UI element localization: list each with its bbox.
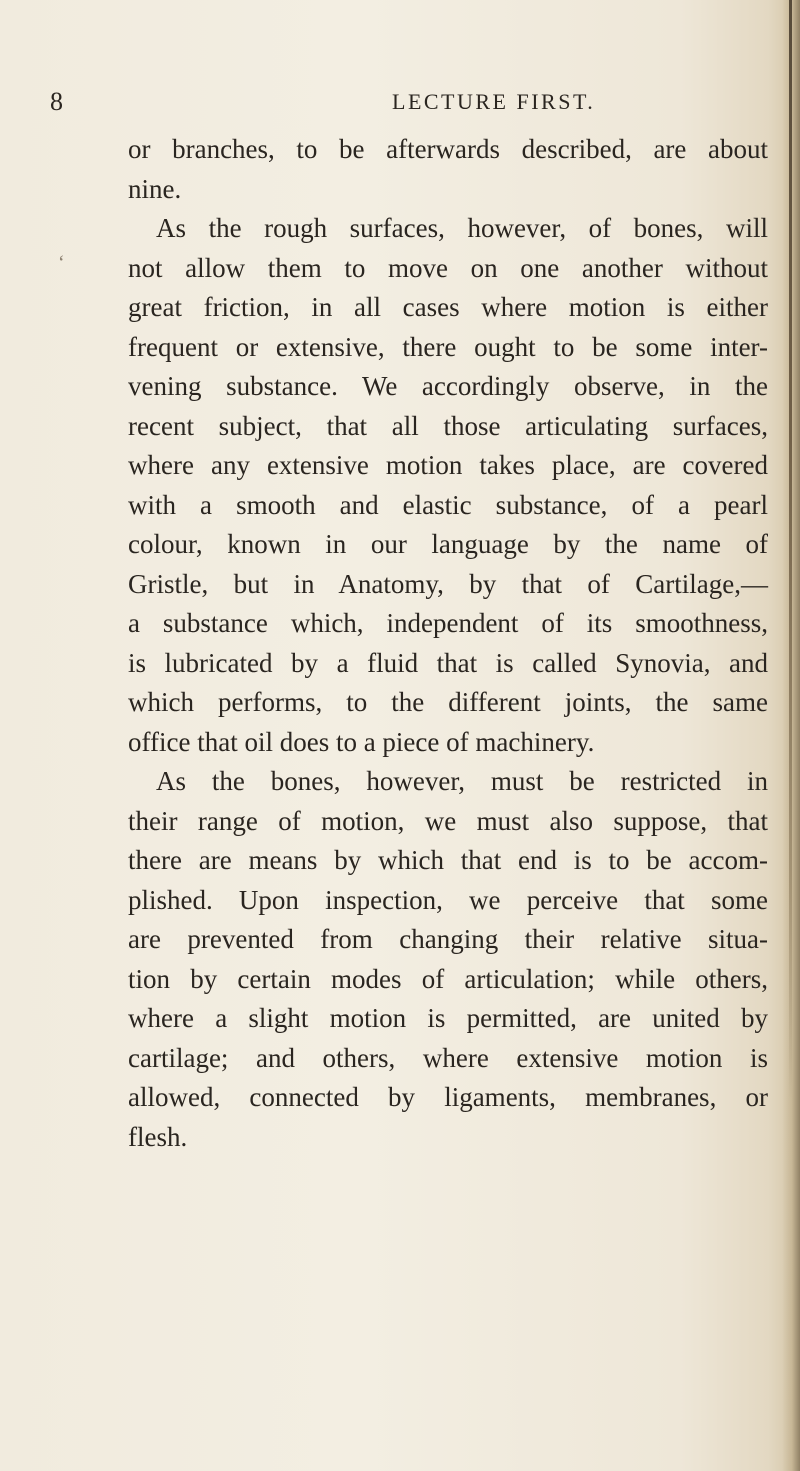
text-line: where any extensive motion takes place, are covered [128, 450, 768, 480]
text-line: office that oil does to a piece of machinery. [128, 726, 595, 757]
text-line: where a slight motion is permitted, are united by [128, 1003, 768, 1033]
text-line: is lubricated by a fluid that is called Synovia, and [128, 647, 768, 678]
text-line: recent subject, that all those articulating surfaces, [128, 410, 768, 441]
text-line: not allow them to move on one another without [128, 252, 768, 283]
text-line: colour, known in our language by the name of [128, 529, 768, 559]
text-line: plished. Upon inspection, we perceive that some [128, 884, 768, 915]
text-line: with a smooth and elastic substance, of a pearl [128, 489, 768, 520]
text-line: tion by certain modes of articulation; while others, [128, 963, 768, 994]
text-line: As the rough surfaces, however, of bones, will [156, 213, 768, 243]
text-line: a substance which, independent of its smoothness, [128, 608, 768, 638]
text-line: frequent or extensive, there ought to be some inter- [128, 331, 768, 362]
text-line: or branches, to be afterwards described, are about [128, 134, 768, 164]
text-line: great friction, in all cases where motion is either [128, 292, 768, 322]
binding-edge [789, 0, 792, 1100]
text-line: their range of motion, we must also suppose, that [128, 805, 768, 836]
page-header [50, 82, 750, 122]
text-line: flesh. [128, 1121, 188, 1152]
page-number: 8 [50, 87, 63, 116]
body-text [128, 130, 768, 1157]
text-line: are prevented from changing their relative situa- [128, 924, 768, 954]
text-line: Gristle, but in Anatomy, by that of Cartilage,— [128, 568, 768, 599]
print-speck: ʻ [58, 252, 65, 274]
text-line: allowed, connected by ligaments, membranes, or [128, 1082, 768, 1112]
text-line: which performs, to the different joints, the same [128, 687, 768, 717]
running-head: LECTURE FIRST. [392, 89, 596, 114]
text-line: vening substance. We accordingly observe, in the [128, 371, 768, 401]
text-line: nine. [128, 173, 182, 204]
text-line: there are means by which that end is to be accom- [128, 845, 768, 875]
text-line: cartilage; and others, where extensive motion is [128, 1042, 768, 1073]
text-line: As the bones, however, must be restricted in [156, 766, 768, 796]
